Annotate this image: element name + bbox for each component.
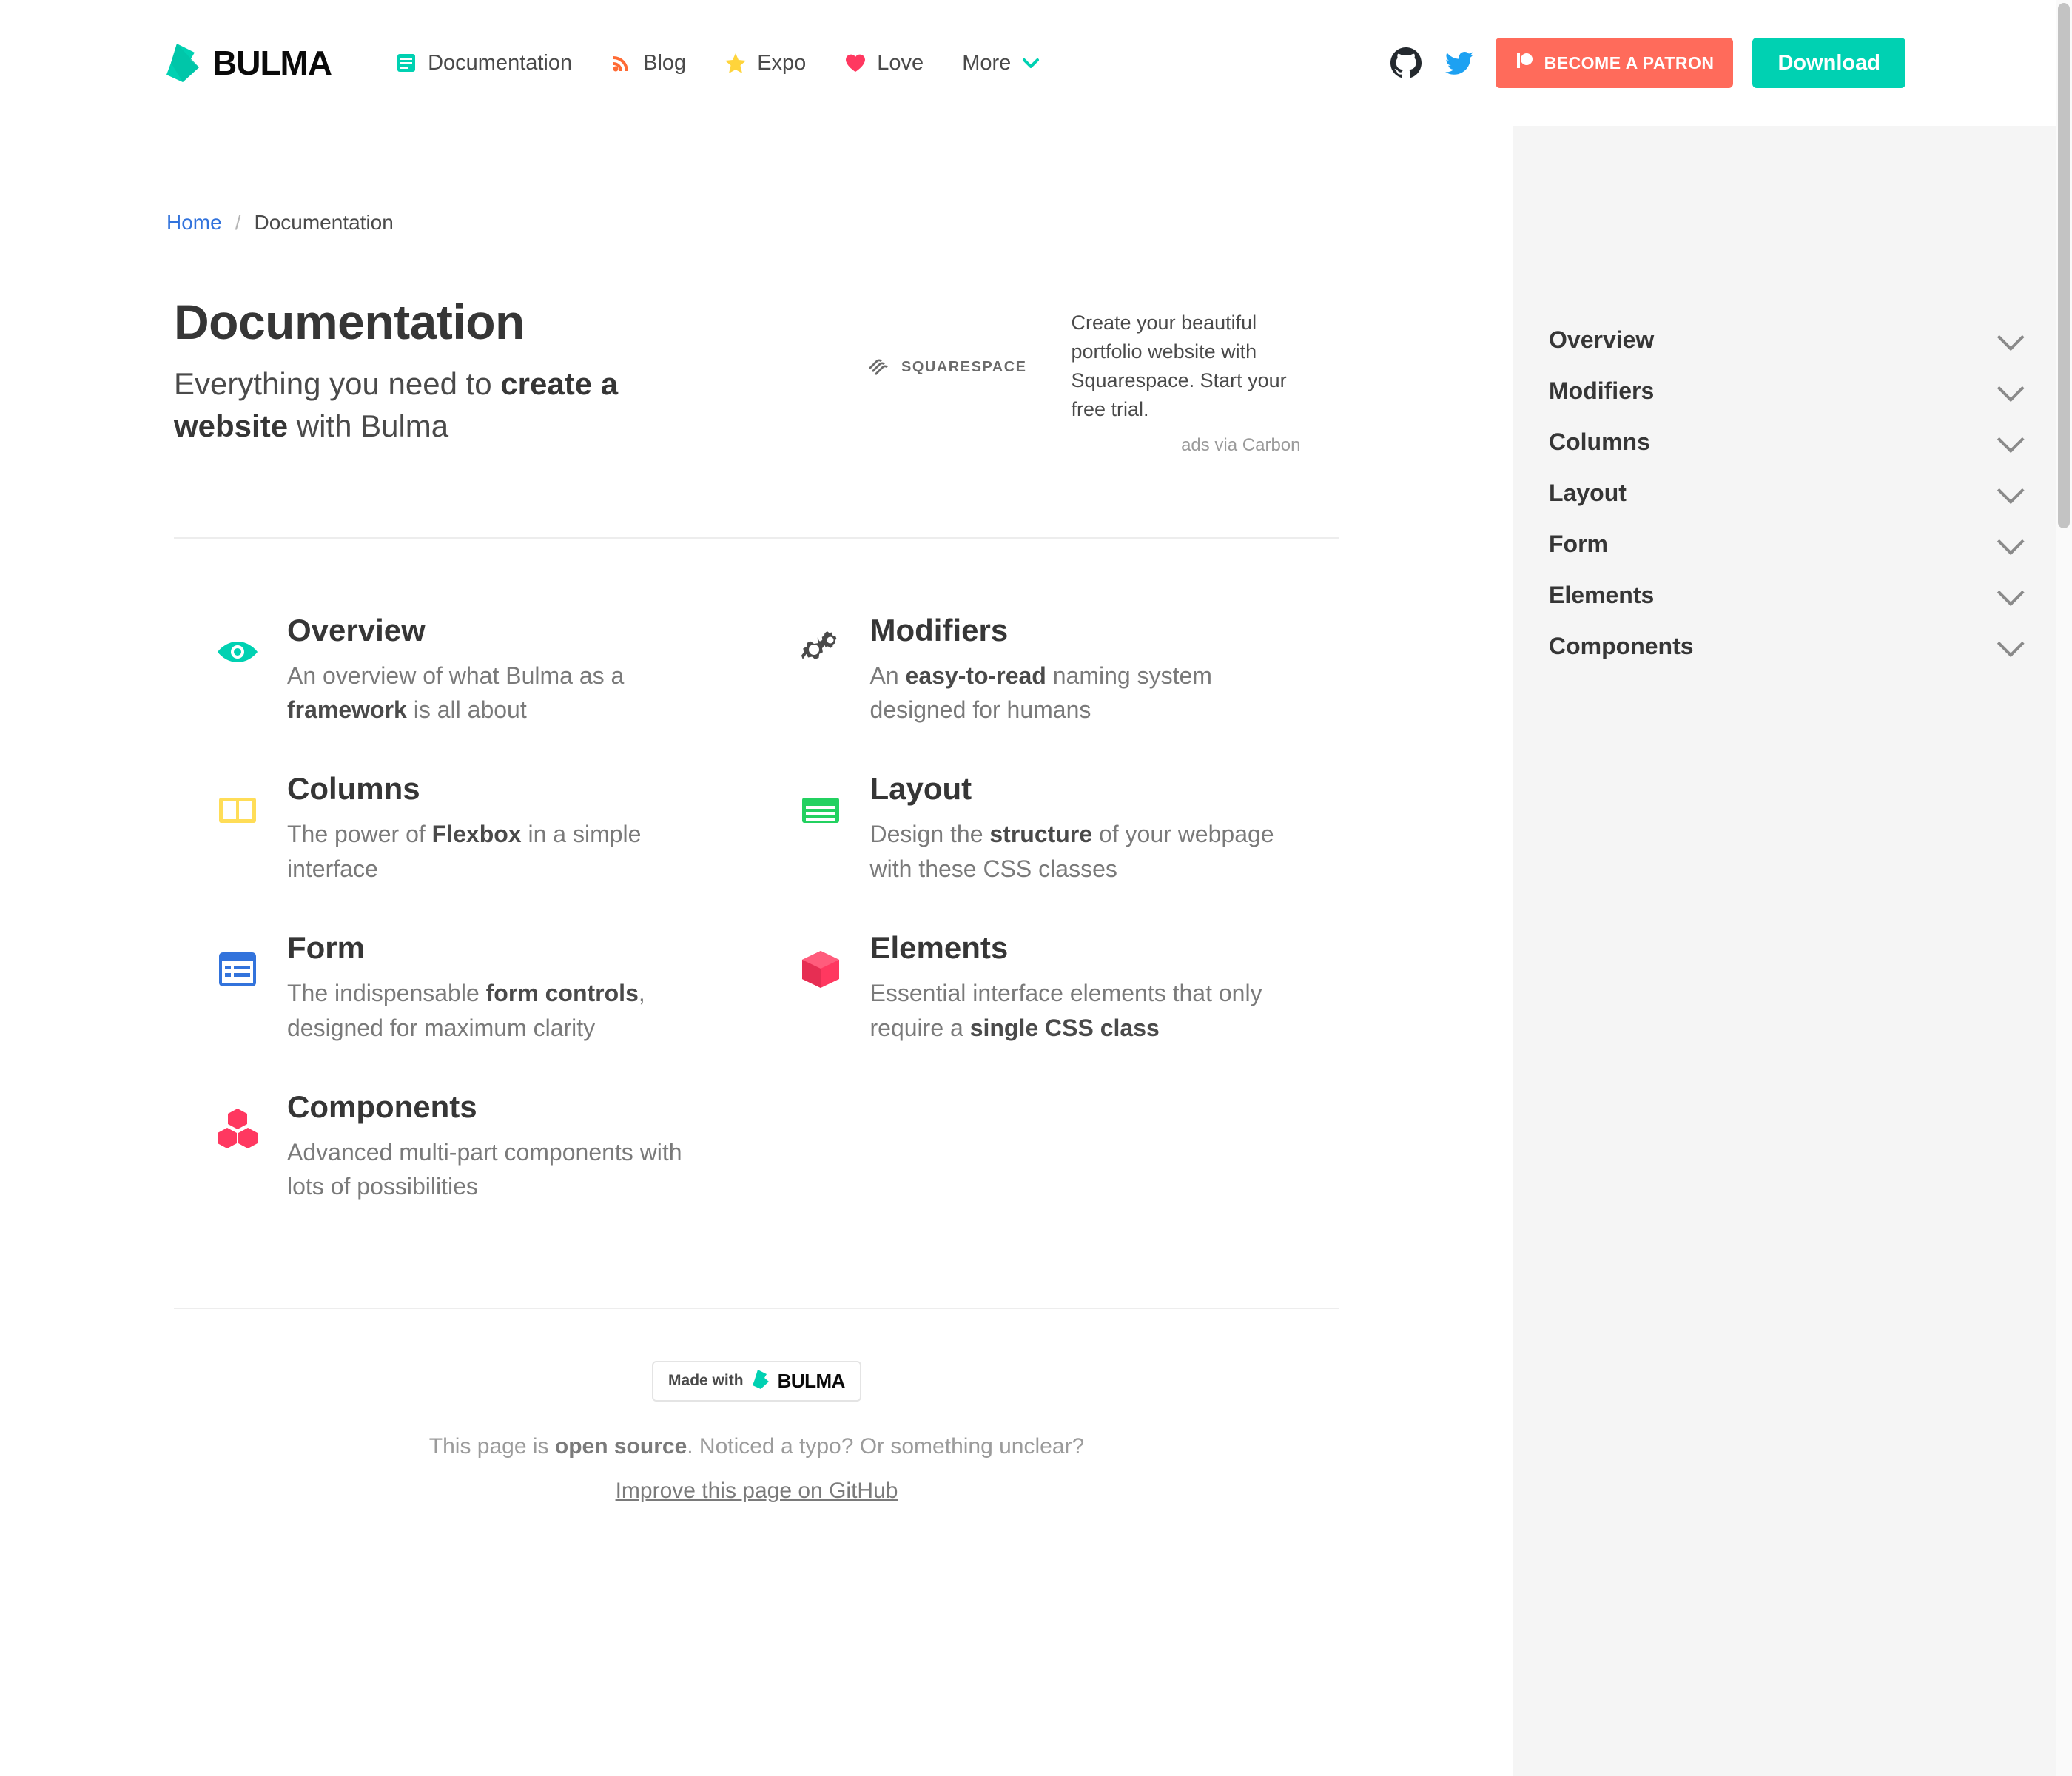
doc-card-desc [287, 817, 713, 886]
desc-post: in a simple interface [287, 821, 642, 882]
ad-via[interactable]: ads via Carbon [1181, 434, 1301, 455]
sidebar-item-label: Overview [1549, 326, 1655, 353]
desc-strong: structure [989, 821, 1093, 848]
page-title: Documentation [174, 295, 525, 349]
doc-card-grid [174, 613, 1339, 1248]
doc-card-body [870, 771, 1296, 886]
sidebar-item-columns[interactable] [1549, 417, 2028, 468]
hero-divider [174, 537, 1339, 539]
doc-card-desc [287, 1135, 713, 1204]
made-with-brand: BULMA [777, 1369, 845, 1392]
doc-card-form[interactable] [174, 930, 757, 1089]
sidebar-item-modifiers[interactable] [1549, 366, 2028, 417]
hero-left [174, 294, 866, 447]
brand-name: BULMA [212, 44, 332, 82]
navbar-right [1389, 38, 1906, 88]
scrollbar-thumb[interactable] [2058, 3, 2070, 528]
doc-card-elements[interactable] [757, 930, 1340, 1089]
doc-card-desc [287, 976, 713, 1045]
desc-pre: Design the [870, 821, 990, 848]
sidebar-item-label: Modifiers [1549, 377, 1655, 404]
sidebar-item-label: Components [1549, 633, 1694, 659]
nav-label-love: Love [877, 50, 924, 75]
ad-brand: SQUARESPACE [901, 359, 1027, 375]
desc-post: is all about [406, 696, 527, 723]
doc-card-body [287, 613, 713, 727]
desc-pre: An [870, 662, 906, 689]
desc-strong: easy-to-read [905, 662, 1046, 689]
rss-icon [610, 52, 633, 74]
desc-strong: framework [287, 696, 407, 723]
patron-label: BECOME A PATRON [1544, 53, 1715, 73]
chevron-down-icon[interactable] [1997, 630, 2025, 657]
star-icon [724, 52, 747, 74]
desc-strong: Flexbox [431, 821, 522, 848]
carbon-ad[interactable] [866, 294, 1339, 456]
desc-post: of your webpage with these CSS classes [870, 821, 1274, 882]
eye-icon [215, 629, 260, 675]
doc-card-body [287, 771, 713, 886]
ad-text: Create your beautiful portfolio website with Squarespace. Start your free trial. [1071, 312, 1287, 421]
doc-card-title[interactable]: Columns [287, 771, 420, 807]
doc-card-desc [287, 659, 713, 727]
layout-icon [798, 787, 844, 833]
footer-text-pre: This page is [428, 1433, 555, 1459]
breadcrumb-current: Documentation [254, 211, 394, 234]
chevron-down-icon[interactable] [1997, 323, 2025, 351]
doc-card-desc [870, 976, 1296, 1045]
desc-strong: single CSS class [969, 1014, 1160, 1041]
box-icon [798, 946, 844, 992]
footer-text [174, 1434, 1339, 1459]
blocks-icon [215, 1106, 260, 1151]
nav-item-documentation[interactable] [376, 0, 591, 126]
desc-pre: An overview of what Bulma as a [287, 662, 625, 689]
doc-card-body [287, 1089, 713, 1204]
heart-icon [844, 52, 867, 74]
form-icon [215, 946, 260, 992]
desc-pre: The indispensable [287, 980, 486, 1007]
nav-item-love[interactable] [825, 0, 943, 126]
sidebar-item-label: Elements [1549, 582, 1655, 608]
sidebar-item-form[interactable] [1549, 519, 2028, 570]
sidebar-item-elements[interactable] [1549, 570, 2028, 621]
doc-card-body [287, 930, 713, 1045]
github-icon[interactable] [1389, 46, 1423, 80]
chevron-down-icon[interactable] [1997, 579, 2025, 606]
desc-pre: Advanced multi-part components with lots of possibilities [287, 1138, 682, 1200]
footer [174, 1309, 1339, 1504]
book-icon [395, 52, 417, 74]
nav-item-blog[interactable] [591, 0, 705, 126]
doc-card-desc [870, 817, 1296, 886]
doc-card-title[interactable]: Overview [287, 612, 426, 648]
download-button[interactable] [1752, 38, 1906, 88]
chevron-down-icon [1021, 53, 1040, 73]
sidebar-item-label: Form [1549, 531, 1608, 557]
nav-items [376, 0, 1060, 126]
sidebar [1513, 126, 2072, 1776]
desc-strong: form controls [485, 980, 639, 1007]
squarespace-icon [866, 353, 891, 382]
doc-card-title[interactable]: Modifiers [870, 612, 1009, 648]
sidebar-item-layout[interactable] [1549, 468, 2028, 519]
sidebar-menu [1513, 314, 2072, 672]
made-with-label: Made with [668, 1372, 744, 1390]
sidebar-item-overview[interactable] [1549, 314, 2028, 366]
ad-logo [866, 309, 1027, 382]
nav-item-expo[interactable] [705, 0, 825, 126]
doc-card-title[interactable]: Form [287, 930, 365, 966]
breadcrumb-home[interactable]: Home [166, 211, 222, 234]
doc-card-title[interactable]: Components [287, 1089, 477, 1124]
sidebar-item-components[interactable] [1549, 621, 2028, 672]
subtitle-pre: Everything you need to [174, 366, 501, 401]
chevron-down-icon[interactable] [1997, 374, 2025, 402]
download-label: Download [1777, 50, 1880, 75]
bulma-logo-icon [753, 1370, 769, 1393]
nav-label-documentation: Documentation [428, 50, 573, 75]
doc-card-body [870, 930, 1296, 1045]
page-subtitle [174, 363, 736, 447]
footer-text-post: . Noticed a typo? Or something unclear? [687, 1433, 1085, 1459]
page-body [0, 126, 2072, 1776]
nav-label-more: More [962, 50, 1012, 75]
footer-text-strong[interactable]: open source [554, 1433, 687, 1459]
doc-card-columns[interactable] [174, 771, 757, 930]
sidebar-item-label: Layout [1549, 480, 1627, 506]
bulma-logo-icon [166, 44, 199, 82]
improve-page-link[interactable]: Improve this page on GitHub [615, 1478, 898, 1503]
chevron-down-icon[interactable] [1997, 528, 2025, 555]
chevron-down-icon[interactable] [1997, 426, 2025, 453]
navbar [0, 0, 2072, 126]
subtitle-strong: create a website [174, 366, 619, 443]
desc-pre: Essential interface elements that only require a [870, 980, 1262, 1041]
desc-post: , designed for maximum clarity [287, 980, 645, 1041]
sidebar-item-label: Columns [1549, 428, 1650, 455]
breadcrumb [166, 211, 1339, 235]
doc-card-desc [870, 659, 1296, 727]
ad-body [1072, 309, 1301, 456]
gears-icon [798, 629, 844, 675]
columns-icon [215, 787, 260, 833]
main-content [0, 126, 1513, 1776]
doc-card-body [870, 613, 1296, 727]
chevron-down-icon[interactable] [1997, 477, 2025, 504]
doc-card-overview[interactable] [174, 613, 757, 772]
desc-pre: The power of [287, 821, 432, 848]
doc-card-title[interactable]: Elements [870, 930, 1009, 966]
made-with-bulma-badge[interactable] [652, 1361, 861, 1402]
become-a-patron-button[interactable] [1496, 38, 1734, 88]
page-scrollbar[interactable] [2056, 0, 2072, 1776]
brand-logo[interactable] [166, 43, 332, 83]
desc-post: naming system designed for humans [870, 662, 1212, 723]
hero [174, 294, 1339, 456]
doc-card-modifiers[interactable] [757, 613, 1340, 772]
subtitle-post: with Bulma [288, 408, 449, 443]
nav-item-more[interactable] [943, 0, 1060, 126]
nav-label-blog: Blog [643, 50, 687, 75]
nav-label-expo: Expo [757, 50, 807, 75]
breadcrumb-separator: / [235, 211, 241, 234]
twitter-icon[interactable] [1442, 46, 1476, 80]
patreon-icon [1515, 51, 1534, 75]
doc-card-components[interactable] [174, 1089, 757, 1248]
doc-card-layout[interactable] [757, 771, 1340, 930]
doc-card-title[interactable]: Layout [870, 771, 972, 807]
